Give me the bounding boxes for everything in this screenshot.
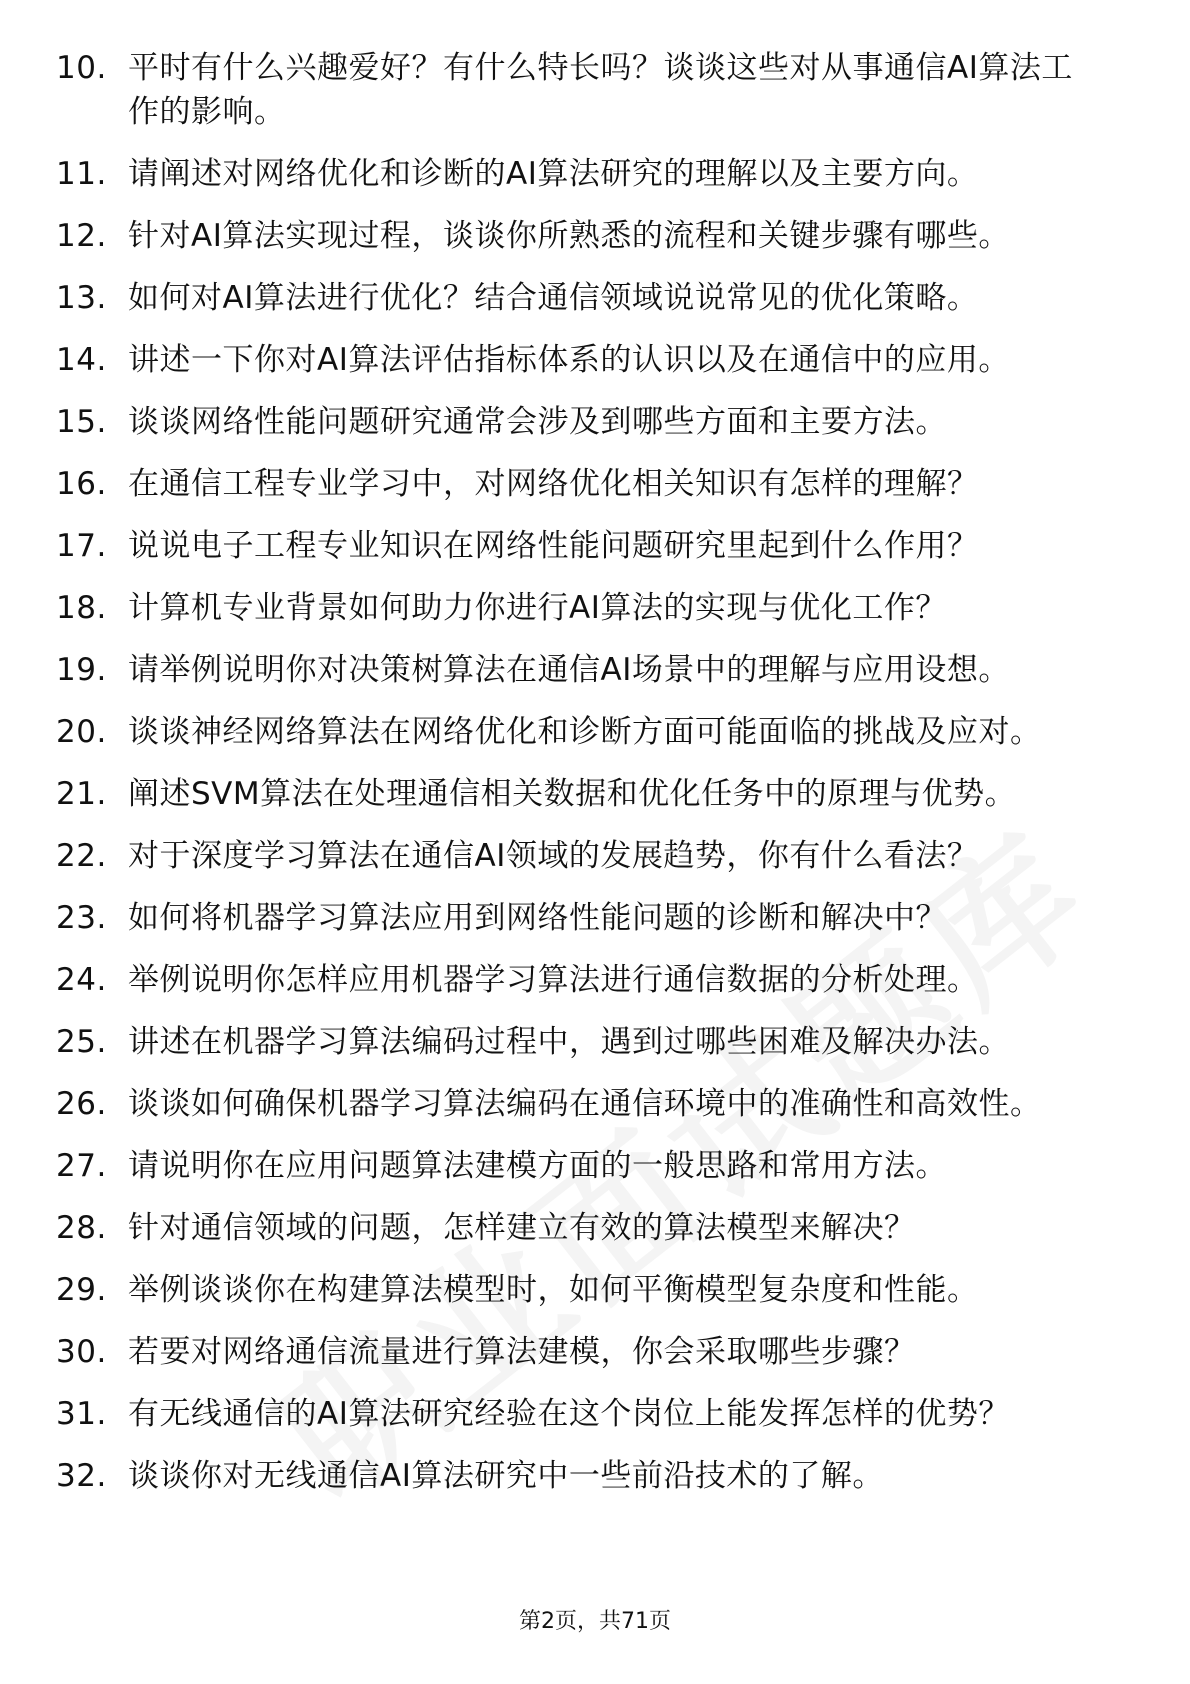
question-list — [0, 46, 1190, 1516]
question-text: 谈谈网络性能问题研究通常会涉及到哪些方面和主要方法。 — [128, 404, 947, 440]
question-text: 谈谈神经网络算法在网络优化和诊断方面可能面临的挑战及应对。 — [128, 714, 1042, 750]
question-item — [0, 152, 1190, 196]
question-item — [0, 400, 1190, 444]
question-item — [0, 958, 1190, 1002]
question-item — [0, 586, 1190, 630]
question-number: 23. — [56, 900, 107, 936]
question-text: 针对通信领域的问题，怎样建立有效的算法模型来解决？ — [128, 1210, 916, 1246]
question-number: 18. — [56, 590, 107, 626]
question-number: 17. — [56, 528, 107, 564]
question-number: 25. — [56, 1024, 107, 1060]
question-item — [0, 1020, 1190, 1064]
question-item — [0, 1082, 1190, 1126]
question-text: 在通信工程专业学习中，对网络优化相关知识有怎样的理解？ — [128, 466, 979, 502]
question-number: 15. — [56, 404, 107, 440]
question-text: 请举例说明你对决策树算法在通信AI场景中的理解与应用设想。 — [128, 652, 1010, 688]
question-item — [0, 648, 1190, 692]
question-item — [0, 524, 1190, 568]
question-text: 有无线通信的AI算法研究经验在这个岗位上能发挥怎样的优势？ — [128, 1396, 1010, 1432]
question-text: 计算机专业背景如何助力你进行AI算法的实现与优化工作？ — [128, 590, 947, 626]
question-number: 24. — [56, 962, 107, 998]
question-number: 13. — [56, 280, 107, 316]
question-text: 讲述一下你对AI算法评估指标体系的认识以及在通信中的应用。 — [128, 342, 1010, 378]
question-text: 举例谈谈你在构建算法模型时，如何平衡模型复杂度和性能。 — [128, 1272, 979, 1308]
question-number: 19. — [56, 652, 107, 688]
question-number: 30. — [56, 1334, 107, 1370]
question-number: 32. — [56, 1458, 107, 1494]
question-text: 如何对AI算法进行优化？结合通信领域说说常见的优化策略。 — [128, 280, 979, 316]
question-text: 如何将机器学习算法应用到网络性能问题的诊断和解决中？ — [128, 900, 947, 936]
question-item — [0, 1330, 1190, 1374]
question-text: 谈谈你对无线通信AI算法研究中一些前沿技术的了解。 — [128, 1458, 884, 1494]
question-number: 27. — [56, 1148, 107, 1184]
question-item — [0, 834, 1190, 878]
question-item — [0, 1144, 1190, 1188]
question-item — [0, 276, 1190, 320]
question-item — [0, 772, 1190, 816]
question-text: 请说明你在应用问题算法建模方面的一般思路和常用方法。 — [128, 1148, 947, 1184]
question-number: 22. — [56, 838, 107, 874]
question-number: 31. — [56, 1396, 107, 1432]
question-number: 16. — [56, 466, 107, 502]
question-item — [0, 1454, 1190, 1498]
question-text: 请阐述对网络优化和诊断的AI算法研究的理解以及主要方向。 — [128, 156, 979, 192]
question-number: 12. — [56, 218, 107, 254]
question-number: 11. — [56, 156, 107, 192]
question-item — [0, 1392, 1190, 1436]
question-text: 举例说明你怎样应用机器学习算法进行通信数据的分析处理。 — [128, 962, 979, 998]
question-text: 对于深度学习算法在通信AI领域的发展趋势，你有什么看法？ — [128, 838, 979, 874]
question-text: 针对AI算法实现过程，谈谈你所熟悉的流程和关键步骤有哪些。 — [128, 218, 1010, 254]
question-item — [0, 462, 1190, 506]
question-text: 讲述在机器学习算法编码过程中，遇到过哪些困难及解决办法。 — [128, 1024, 1010, 1060]
question-item — [0, 1206, 1190, 1250]
page-footer: 第2页，共71页 — [519, 1609, 671, 1634]
question-text: 说说电子工程专业知识在网络性能问题研究里起到什么作用？ — [128, 528, 979, 564]
question-item — [0, 1268, 1190, 1312]
question-item — [0, 338, 1190, 382]
question-text: 谈谈如何确保机器学习算法编码在通信环境中的准确性和高效性。 — [128, 1086, 1042, 1122]
question-item — [0, 214, 1190, 258]
question-number: 21. — [56, 776, 107, 812]
question-item — [0, 710, 1190, 754]
question-number: 14. — [56, 342, 107, 378]
question-text: 阐述SVM算法在处理通信相关数据和优化任务中的原理与优势。 — [128, 776, 1017, 812]
question-item — [0, 896, 1190, 940]
question-item — [0, 46, 1190, 134]
question-number: 20. — [56, 714, 107, 750]
question-number: 10. — [56, 50, 107, 86]
question-number: 26. — [56, 1086, 107, 1122]
question-text: 若要对网络通信流量进行算法建模，你会采取哪些步骤？ — [128, 1334, 916, 1370]
question-number: 28. — [56, 1210, 107, 1246]
question-number: 29. — [56, 1272, 107, 1308]
question-text: 平时有什么兴趣爱好？有什么特长吗？谈谈这些对从事通信AI算法工作的影响。 — [128, 50, 1073, 130]
